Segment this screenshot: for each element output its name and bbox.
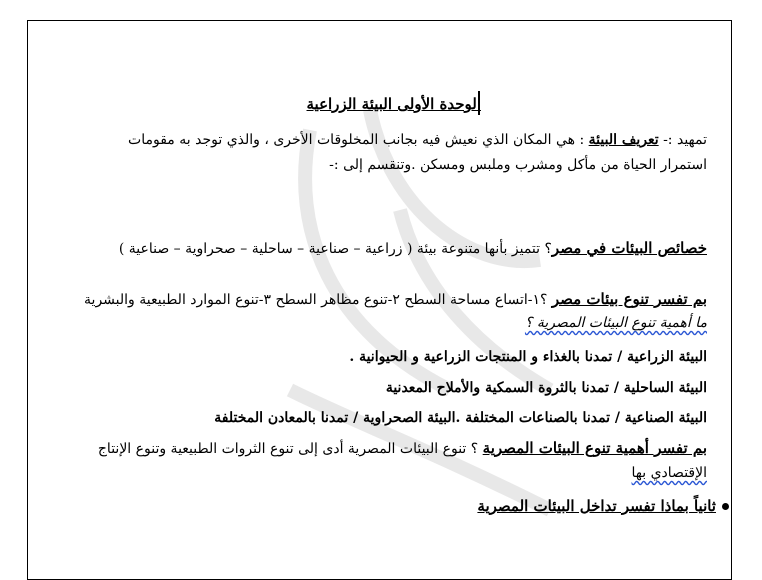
importance-text-2: الإقتصادي بها bbox=[631, 465, 707, 481]
intro-prefix: تمهيد :- bbox=[658, 132, 707, 148]
intro-label: تعريف البيئة bbox=[588, 132, 659, 148]
bullet-icon bbox=[722, 503, 729, 510]
intro-line-2: استمرار الحياة من مأكل ومشرب وملبس ومسكن .وتنقسم إلى :- bbox=[329, 157, 707, 173]
intro-text-1: : هي المكان الذي نعيش فيه بجانب المخلوقات الأخرى ، والذي توجد به مقومات bbox=[128, 132, 589, 148]
features-label: خصائص البيئات في مصر bbox=[551, 239, 707, 257]
env-coastal: البيئة الساحلية / تمدنا بالثروة السمكية والأملاح المعدنية bbox=[385, 380, 707, 396]
importance-line-2 bbox=[632, 463, 707, 483]
importance-line bbox=[98, 438, 707, 459]
diversity-label: بم تفسر تنوع بيئات مصر bbox=[551, 290, 707, 308]
importance-label: بم تفسر أهمية تنوع البيئات المصرية bbox=[482, 439, 707, 457]
importance-text: ؟ تنوع البيئات المصرية أدى إلى تنوع الثروات الطبيعية وتنوع الإنتاج bbox=[97, 441, 483, 457]
features-line bbox=[119, 238, 707, 259]
diversity-line bbox=[84, 289, 707, 310]
env-industrial-desert: البيئة الصناعية / تمدنا بالصناعات المختلفة .البيئة الصحراوية / تمدنا بالمعادن المختلفة bbox=[214, 410, 707, 426]
features-text: ؟ تتميز بأنها متنوعة بيئة ( زراعية – صناعية – ساحلية – صحراوية – صناعية ) bbox=[118, 241, 552, 257]
diversity-question bbox=[525, 313, 707, 333]
second-heading: ثانياً بماذا تفسر تداخل البيئات المصرية bbox=[477, 497, 716, 515]
env-agricultural: البيئة الزراعية / تمدنا بالغذاء و المنتجات الزراعية و الحيوانية . bbox=[349, 349, 707, 365]
diversity-question-text: ما أهمية تنوع البيئات المصرية ؟ bbox=[524, 315, 707, 331]
diversity-text: ؟١-اتساع مساحة السطح ٢-تنوع مظاهر السطح ٣-تنوع الموارد الطبيعية والبشرية bbox=[84, 292, 552, 308]
page-title: الوحدة الأولى البيئة الزراعية bbox=[306, 95, 481, 113]
intro-line-1 bbox=[128, 130, 707, 150]
